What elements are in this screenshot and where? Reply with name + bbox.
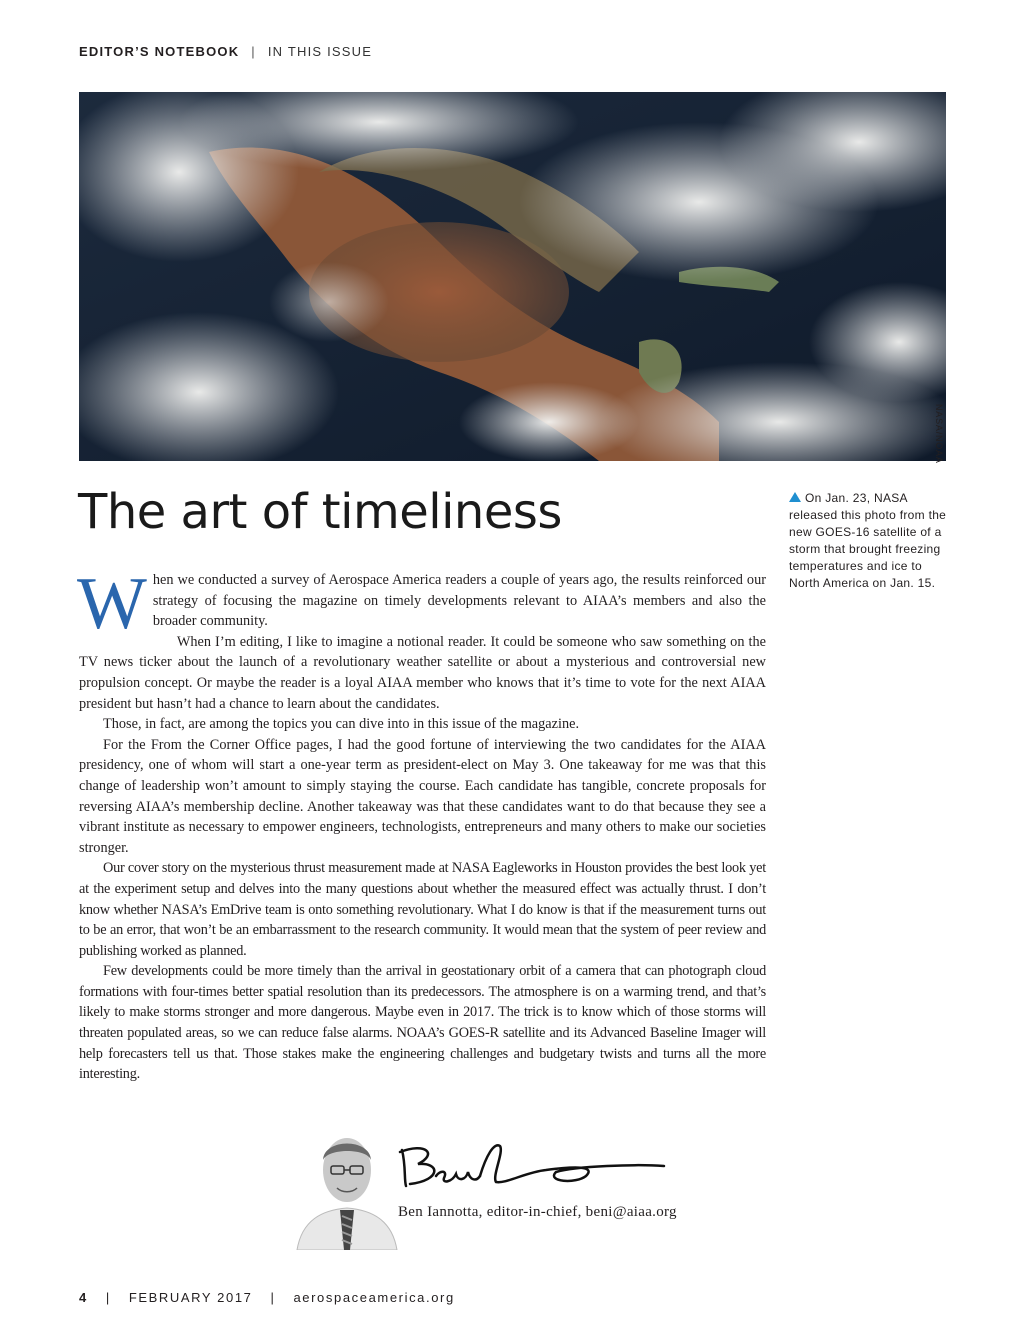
page-footer <box>79 1290 455 1305</box>
paragraph-2: When I’m editing, I like to imagine a notional reader. It could be someone who saw something on the TV news ticker about the launch of a revolutionary weather satellite or about a mysterious and controversial new propulsion concept. Or maybe the reader is a loyal AIAA member who knows that it’s time to vote for the next AIAA president but hasn’t had a chance to learn about the candidates. <box>79 633 766 712</box>
article-title: The art of timeliness <box>78 484 562 540</box>
subsection-label: IN THIS ISSUE <box>267 44 373 59</box>
page-number: 4 <box>79 1290 88 1305</box>
caption-text: On Jan. 23, NASA released this photo from the new GOES-16 satellite of a storm that brought freezing temperatures and ice to North America on Jan. 15. <box>789 491 947 590</box>
paragraph-1 <box>77 563 766 645</box>
website-link[interactable]: aerospaceamerica.org <box>293 1290 455 1305</box>
photo-caption <box>789 490 954 592</box>
page-header <box>79 44 372 59</box>
paragraph-6: Few developments could be more timely than the arrival in geostationary orbit of a camera that can photograph cloud formations with four-times better spatial resolution than its predecessors. The atmosphere is on a warming trend, and that’s likely to make storms stronger and more dangerous. Maybe even in 2017. The trick is to know which of those storms will threaten populated areas, so we can reduce false alarms. NOAA’s GOES-R satellite and its Advanced Baseline Imager will help forecasters tell us that. Those stakes make the engineering challenges and budgetary twists and turns all the more interesting. <box>79 963 766 1083</box>
paragraph-3: Those, in fact, are among the topics you can dive into in this issue of the magazine. <box>103 716 580 733</box>
paragraph-5: Our cover story on the mysterious thrust measurement made at NASA Eagleworks in Houston provides the best look yet at the experiment setup and delves into the many questions about whether the measured effect was actually thrust. I don’t know whether NASA’s EmDrive team is onto something revolutionary. What I do know is that if the measurement turns out to be an error, that won’t be an embarrassment to the research community. It would mean that the system of peer review and publishing worked as planned. <box>79 860 766 959</box>
author-signature <box>396 1136 666 1196</box>
photo-credit: NASA/NOAA <box>934 404 944 464</box>
satellite-photo <box>79 92 946 461</box>
paragraph-1-text: hen we conducted a survey of Aerospace America readers a couple of years ago, the results reinforced our strategy of focusing the magazine on timely developments relevant to AIAA’s members and also the broader community. <box>152 572 766 630</box>
author-portrait <box>292 1120 402 1250</box>
issue-date: FEBRUARY 2017 <box>128 1290 253 1305</box>
article-body <box>77 563 766 1085</box>
header-separator: | <box>251 44 256 59</box>
author-byline: Ben Iannotta, editor-in-chief, beni@aiaa.org <box>398 1204 677 1220</box>
section-label: EDITOR’S NOTEBOOK <box>79 44 240 59</box>
drop-cap: W <box>77 563 147 645</box>
footer-separator-1: | <box>105 1290 111 1305</box>
footer-separator-2: | <box>270 1290 276 1305</box>
caption-triangle-icon <box>789 492 801 502</box>
paragraph-4: For the From the Corner Office pages, I had the good fortune of interviewing the two candidates for the AIAA presidency, one of whom will start a one-year term as president-elect on May 3. One takeaway for me was that this change of leadership won’t amount to simply staying the course. Each candidate has tangible, concrete proposals for reversing AIAA’s membership decline. Another takeaway was that these candidates want to do that because they see a vibrant institute as necessary to empower engineers, technologists, entrepreneurs and many others to make our societies stronger. <box>79 736 766 856</box>
